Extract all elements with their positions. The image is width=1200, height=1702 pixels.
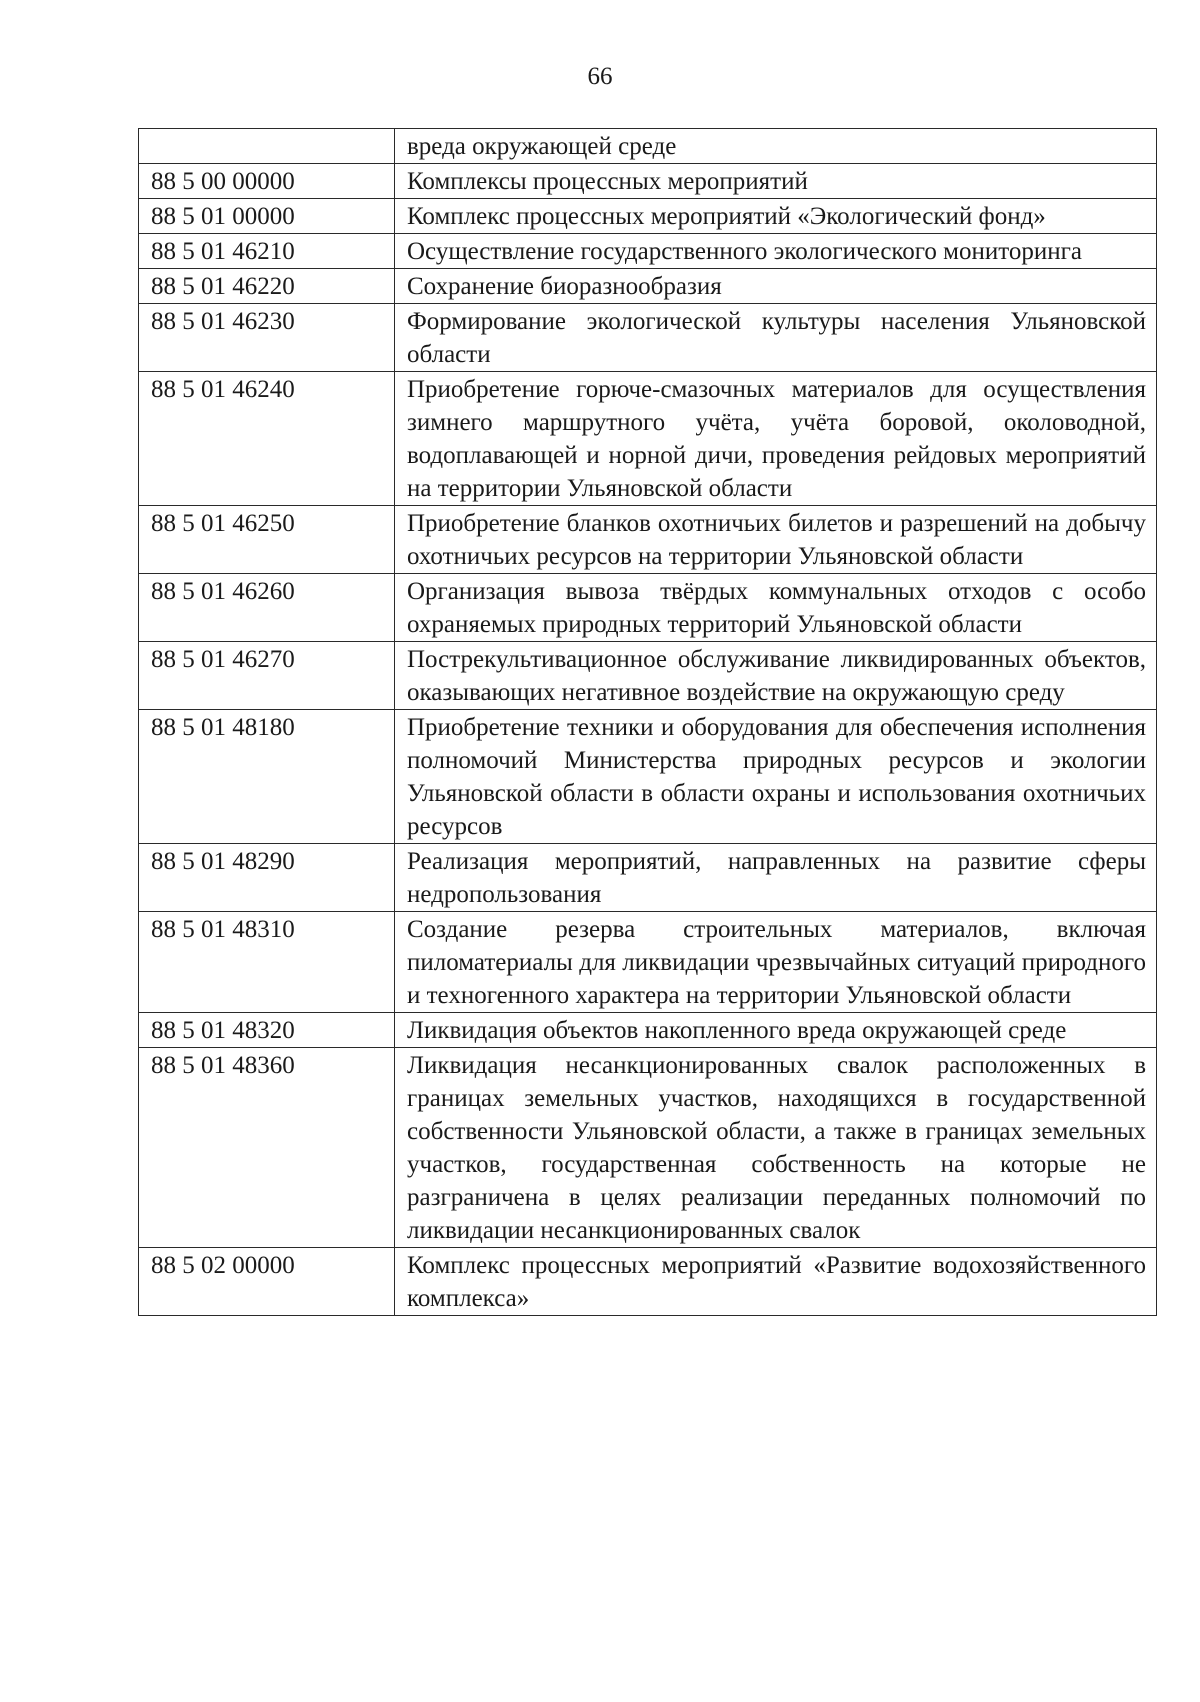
table-row — [139, 710, 1157, 844]
row-code — [139, 129, 395, 164]
row-name: Осуществление государственного экологического мониторинга — [395, 234, 1157, 269]
row-code: 88 5 01 48290 — [139, 844, 395, 912]
row-name: Ликвидация объектов накопленного вреда окружающей среде — [395, 1013, 1157, 1048]
row-name: Пострекультивационное обслуживание ликвидированных объектов, оказывающих негативное воздействие на окружающую среду — [395, 642, 1157, 710]
table-row — [139, 1248, 1157, 1316]
table-row — [139, 1013, 1157, 1048]
row-code: 88 5 02 00000 — [139, 1248, 395, 1316]
table-row — [139, 642, 1157, 710]
page-number: 66 — [587, 63, 613, 90]
row-code: 88 5 01 48320 — [139, 1013, 395, 1048]
table-row — [139, 164, 1157, 199]
row-code: 88 5 01 46270 — [139, 642, 395, 710]
classification-table — [138, 128, 1157, 1316]
row-name: Приобретение бланков охотничьих билетов и разрешений на добычу охотничьих ресурсов на территории Ульяновской области — [395, 506, 1157, 574]
row-name: Создание резерва строительных материалов, включая пиломатериалы для ликвидации чрезвычайных ситуаций природного и техногенного характера на территории Ульяновской области — [395, 912, 1157, 1013]
table-row — [139, 269, 1157, 304]
row-code: 88 5 00 00000 — [139, 164, 395, 199]
row-name: Ликвидация несанкционированных свалок расположенных в границах земельных участков, находящихся в государственной собственности Ульяновской области, а также в границах земельных участков, государственная собственность на которые не разграничена в целях реализации переданных полномочий по ликвидации несанкционированных свалок — [395, 1048, 1157, 1248]
table-row — [139, 506, 1157, 574]
row-code: 88 5 01 46230 — [139, 304, 395, 372]
table-row — [139, 912, 1157, 1013]
row-code: 88 5 01 46210 — [139, 234, 395, 269]
table-row — [139, 304, 1157, 372]
row-name: Приобретение техники и оборудования для обеспечения исполнения полномочий Министерства природных ресурсов и экологии Ульяновской области в области охраны и использования охотничьих ресурсов — [395, 710, 1157, 844]
table-row — [139, 1048, 1157, 1248]
row-name: Комплексы процессных мероприятий — [395, 164, 1157, 199]
row-name: Реализация мероприятий, направленных на развитие сферы недропользования — [395, 844, 1157, 912]
table-row — [139, 844, 1157, 912]
row-name: Комплекс процессных мероприятий «Развитие водохозяйственного комплекса» — [395, 1248, 1157, 1316]
row-code: 88 5 01 46220 — [139, 269, 395, 304]
row-name: вреда окружающей среде — [395, 129, 1157, 164]
row-code: 88 5 01 48360 — [139, 1048, 395, 1248]
table-body — [139, 129, 1157, 1316]
table-row — [139, 129, 1157, 164]
row-code: 88 5 01 46240 — [139, 372, 395, 506]
row-name: Формирование экологической культуры населения Ульяновской области — [395, 304, 1157, 372]
row-name: Сохранение биоразнообразия — [395, 269, 1157, 304]
table-row — [139, 372, 1157, 506]
row-name: Приобретение горюче-смазочных материалов для осуществления зимнего маршрутного учёта, учёта боровой, околоводной, водоплавающей и норной дичи, проведения рейдовых мероприятий на территории Ульяновской области — [395, 372, 1157, 506]
table-row — [139, 199, 1157, 234]
row-name: Организация вывоза твёрдых коммунальных отходов с особо охраняемых природных территорий Ульяновской области — [395, 574, 1157, 642]
row-code: 88 5 01 48310 — [139, 912, 395, 1013]
row-code: 88 5 01 46250 — [139, 506, 395, 574]
table-row — [139, 234, 1157, 269]
row-name: Комплекс процессных мероприятий «Экологический фонд» — [395, 199, 1157, 234]
row-code: 88 5 01 48180 — [139, 710, 395, 844]
table-row — [139, 574, 1157, 642]
row-code: 88 5 01 46260 — [139, 574, 395, 642]
row-code: 88 5 01 00000 — [139, 199, 395, 234]
